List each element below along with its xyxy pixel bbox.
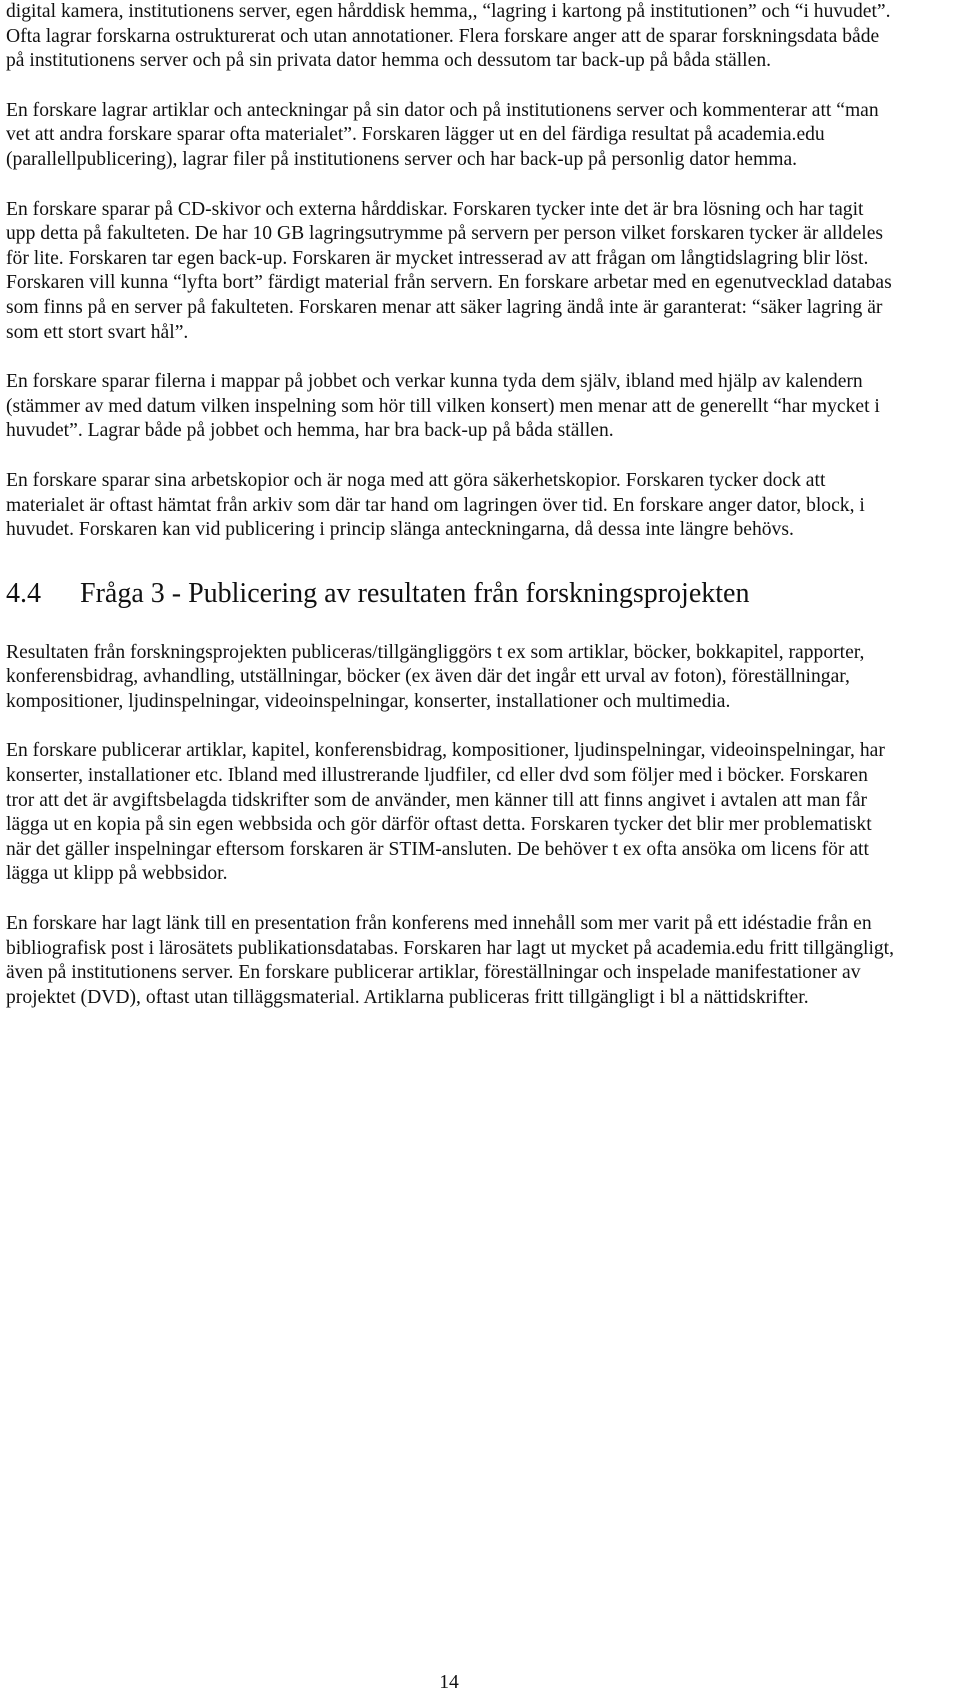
- paragraph: En forskare lagrar artiklar och anteckningar på sin dator och på institutionens server och kommenterar att “man vet att andra forskare sparar ofta materialet”. Forskaren lägger ut en del färdiga resultat på academia.edu (parallellpublicering), lagrar filer på institutionens server och har back-up på personlig dator hemma.: [6, 99, 879, 170]
- paragraph: En forskare har lagt länk till en presentation från konferens med innehåll som mer varit på ett idéstadie från en bibliografisk post i lärosätets publikationsdatabas. Forskaren har lagt ut mycket på academia.edu fritt tillgängligt, även på institutionens server. En forskare publicerar artiklar, föreställningar och inspelade manifestationer av projektet (DVD), oftast utan tilläggsmaterial. Artiklarna publiceras fritt tillgängligt i bl a nättidskrifter.: [6, 913, 895, 1008]
- page-number: 14: [439, 1672, 459, 1693]
- paragraph: En forskare sparar på CD-skivor och externa hårddiskar. Forskaren tycker inte det är bra lösning och har tagit upp detta på fakulteten. De har 10 GB lagringsutrymme på servern per person vilket forskaren tycker är alldeles för lite. Forskaren tar egen back-up. Forskaren är mycket intresserad av att frågan om långtidslagring blir löst. Forskaren vill kunna “lyfta bort” färdigt material från servern. En forskare arbetar med en egenutvecklad databas som finns på en server på fakulteten. Forskaren menar att säker lagring ändå inte är garanterat: “säker lagring är som ett stort svart hål”.: [6, 198, 892, 343]
- paragraph: Resultaten från forskningsprojekten publiceras/tillgängliggörs t ex som artiklar, böcker, bokkapitel, rapporter, konferensbidrag, avhandling, utställningar, böcker (ex även där det ingår ett urval av foton), föreställningar, kompositioner, ljudinspelningar, videoinspelningar, konserter, installationer och multimedia.: [6, 641, 865, 712]
- page-content: [6, 0, 896, 1035]
- section-title: Fråga 3 - Publicering av resultaten från forskningsprojekten: [80, 577, 750, 609]
- section-heading: [6, 577, 896, 611]
- paragraph: En forskare publicerar artiklar, kapitel, konferensbidrag, kompositioner, ljudinspelningar, videoinspelningar, har konserter, installationer etc. Ibland med illustrerande ljudfiler, cd eller dvd som följer med i böcker. Forskaren tror att det är avgiftsbelagda tidskrifter som de använder, men känner till att finns angivet i avtalen att man får lägga ut en kopia på sin egen webbsida och gör därför oftast detta. Forskaren tycker det blir mer problematiskt när det gäller inspelningar eftersom forskaren är STIM-ansluten. De behöver t ex ofta ansöka om licens för att lägga ut klipp på webbsidor.: [6, 740, 885, 885]
- paragraph: digital kamera, institutionens server, egen hårddisk hemma,, “lagring i kartong på institutionen” och “i huvudet”. Ofta lagrar forskarna ostrukturerat och utan annotationer. Flera forskare anger att de sparar forskningsdata både på institutionens server och på sin privata dator hemma och dessutom tar back-up på båda ställen.: [6, 1, 891, 72]
- paragraph: En forskare sparar filerna i mappar på jobbet och verkar kunna tyda dem själv, ibland med hjälp av kalendern (stämmer av med datum vilken inspelning som hör till vilken konsert) men menar att de generellt “har mycket i huvudet”. Lagrar både på jobbet och hemma, har bra back-up på båda ställen.: [6, 371, 880, 442]
- paragraph: En forskare sparar sina arbetskopior och är noga med att göra säkerhetskopior. Forskaren tycker dock att materialet är oftast hämtat från arkiv som där tar hand om lagringen över tid. En forskare anger dator, block, i huvudet. Forskaren kan vid publicering i princip slänga anteckningarna, då dessa inte längre behövs.: [6, 469, 865, 541]
- section-number: 4.4: [6, 577, 41, 609]
